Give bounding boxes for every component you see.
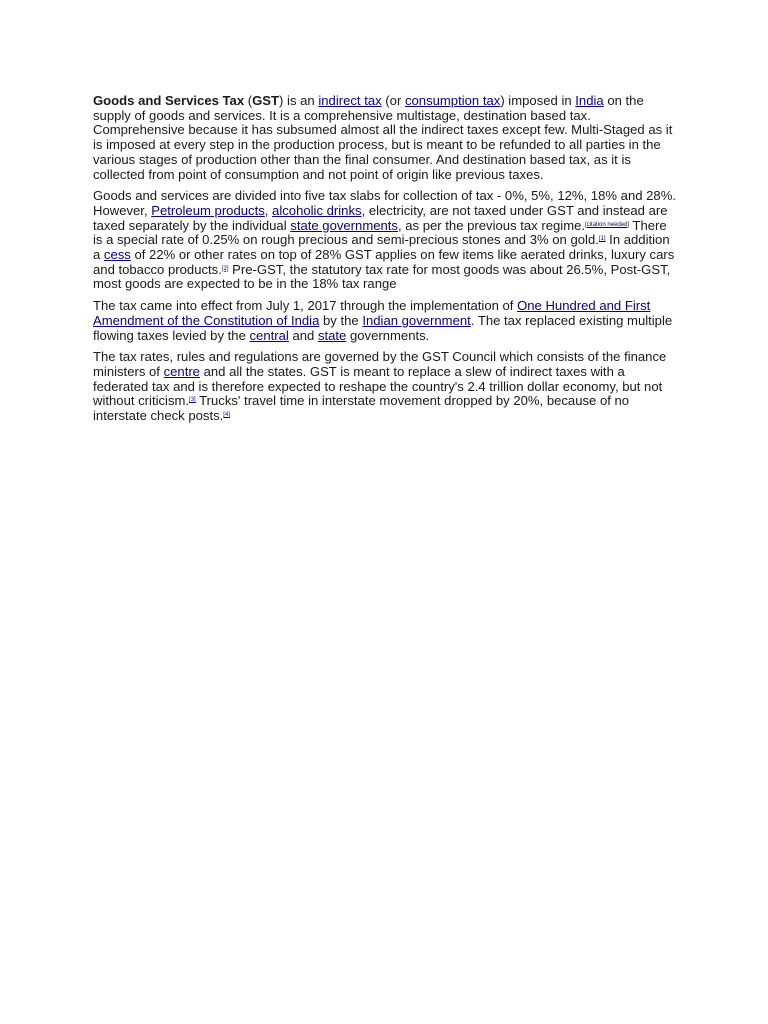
bracket: ] bbox=[627, 221, 630, 228]
reference-4 bbox=[223, 412, 230, 418]
text: , bbox=[264, 202, 273, 218]
bracket: [ bbox=[585, 221, 587, 228]
text: Trucks' travel time in interstate movement dropped by 20%, because of no interstate check posts. bbox=[93, 393, 630, 424]
paragraph-effect bbox=[93, 299, 678, 343]
term-bold: Goods and Services Tax bbox=[93, 93, 245, 108]
reference-2 bbox=[222, 266, 229, 272]
text: ) imposed in bbox=[500, 93, 576, 108]
text: ( bbox=[244, 93, 253, 108]
article-body bbox=[93, 94, 678, 431]
paragraph-council bbox=[93, 350, 678, 424]
text: The tax came into effect from July 1, 2017 through the implementation of bbox=[93, 298, 518, 314]
link-consumption-tax[interactable]: consumption tax bbox=[404, 93, 501, 108]
link-citation-needed[interactable]: citation needed bbox=[586, 221, 628, 228]
text: and bbox=[288, 327, 318, 343]
link-ref-4[interactable]: [4] bbox=[223, 412, 230, 419]
text: , as per the previous tax regime. bbox=[397, 217, 586, 233]
link-centre[interactable]: centre bbox=[163, 363, 200, 379]
text: by the bbox=[319, 312, 363, 328]
reference-1 bbox=[599, 236, 606, 242]
link-alcoholic-drinks[interactable]: alcoholic drinks bbox=[272, 202, 362, 218]
link-central[interactable]: central bbox=[249, 327, 289, 343]
text: Pre-GST, the statutory tax rate for most goods was about 26.5%, Post-GST, most goods are expected to be in the 18% tax range bbox=[93, 261, 671, 292]
text: governments. bbox=[346, 327, 430, 343]
link-cess[interactable]: cess bbox=[103, 247, 131, 263]
text: on the supply of goods and services. It is a comprehensive multistage, destination based tax. Comprehensive because it has subsumed almost all the indirect taxes except few. Multi-Staged as it is imposed at every step in the production process, but is meant to be refunded to all parties in the various stages of production other than the final consumer. And destination based tax, as it is collected from point of consumption and not point of origin like previous taxes. bbox=[93, 93, 673, 182]
text: The tax rates, rules and regulations are governed by the GST Council which consists of the finance ministers of bbox=[93, 349, 667, 379]
link-indian-government[interactable]: Indian government bbox=[362, 312, 471, 328]
text: . The tax replaced existing multiple flowing taxes levied by the bbox=[93, 312, 673, 343]
link-state-governments[interactable]: state governments bbox=[290, 217, 398, 233]
paragraph-tax-slabs bbox=[93, 189, 678, 292]
text: of 22% or other rates on top of 28% GST applies on few items like aerated drinks, luxury cars and tobacco products. bbox=[93, 247, 675, 277]
text: Goods and services are divided into five tax slabs for collection of tax - 0%, 5%, 12%, 18% and 28%. However, bbox=[93, 188, 676, 218]
link-ref-3[interactable]: [3] bbox=[189, 397, 196, 404]
link-state[interactable]: state bbox=[317, 327, 347, 343]
citation-needed-tag bbox=[585, 222, 629, 228]
link-india[interactable]: India bbox=[575, 93, 604, 108]
link-ref-2[interactable]: [2] bbox=[221, 265, 229, 272]
link-ref-1[interactable]: [1] bbox=[598, 236, 606, 243]
link-indirect-tax[interactable]: indirect tax bbox=[318, 93, 382, 108]
text: In addition a bbox=[93, 232, 670, 263]
reference-3 bbox=[189, 397, 196, 403]
paragraph-intro bbox=[93, 94, 678, 182]
text: and all the states. GST is meant to replace a slew of indirect taxes with a federated tax and is therefore expected to reshape the country's 2.4 trillion dollar economy, but not without criticism. bbox=[93, 363, 663, 409]
text: (or bbox=[381, 93, 405, 108]
text: There is a special rate of 0.25% on rough precious and semi-precious stones and 3% on gold. bbox=[93, 217, 667, 248]
link-amendment[interactable]: One Hundred and First Amendment of the Constitution of India bbox=[93, 298, 651, 328]
link-petroleum-products[interactable]: Petroleum products bbox=[151, 202, 265, 218]
abbrev-bold: GST bbox=[252, 93, 280, 108]
text: ) is an bbox=[279, 93, 319, 108]
text: , electricity, are not taxed under GST and instead are taxed separately by the individual bbox=[93, 202, 668, 233]
